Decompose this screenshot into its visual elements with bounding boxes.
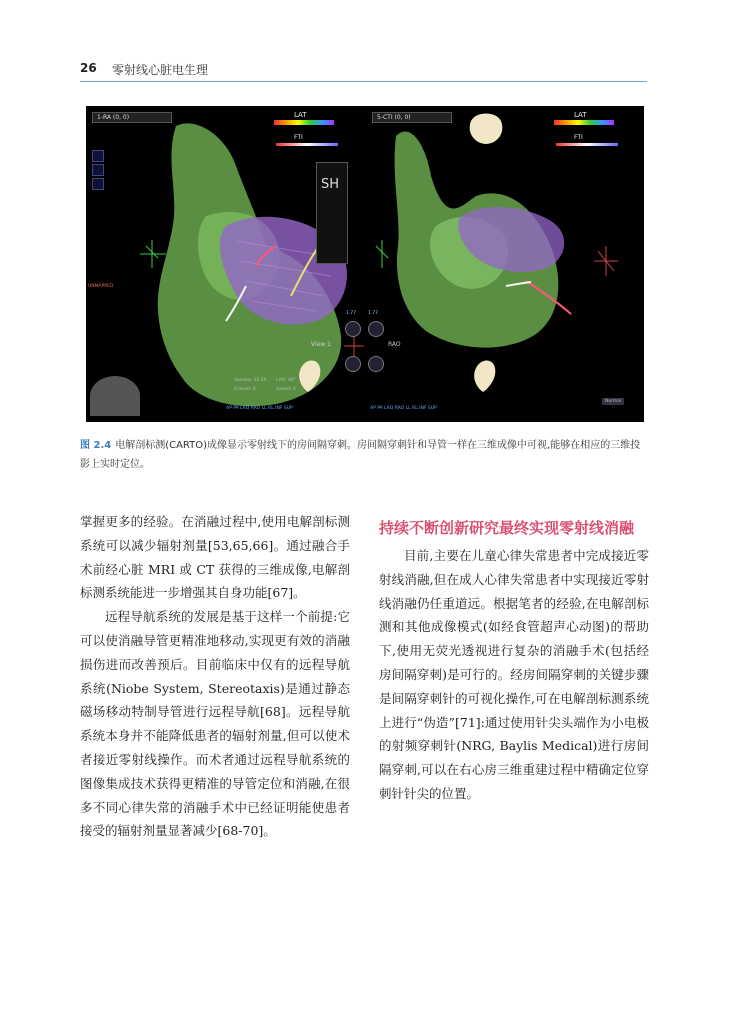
- figure-right-panel: [366, 106, 644, 422]
- cranial-text: Cranial: 0: [234, 387, 256, 392]
- zoom-dial: [368, 356, 384, 372]
- page-number: 26: [80, 61, 97, 75]
- carto-figure: [86, 106, 644, 422]
- fti-colorbar: [556, 143, 618, 146]
- page-header: [80, 55, 647, 82]
- lao-text: LAO: 48°: [276, 378, 296, 383]
- left-column: [80, 510, 350, 843]
- fti-colorbar: [276, 143, 338, 146]
- left-3d-map: [86, 106, 364, 422]
- paragraph: 远程导航系统的发展是基于这样一个前提:它可以使消融导管更精准地移动,实现更有效的消融损伤进而改善预后。目前临床中仅有的远程导航系统(Niobe System, Stereotaxis)是通过静态磁场移动特制导管进行远程导航[68]。远程导航系统本身并不能降低患者的辐射剂量,但可以使术者接近零射线操作。而术者通过远程导航系统的图像集成技术获得更精准的导管定位和消融,在很多不同心律失常的消融手术中已经证明能使患者接受的辐射剂量显著减少[68-70]。: [80, 609, 350, 839]
- fti-label: FTI: [574, 134, 583, 141]
- saved-text: Saved: 0: [276, 387, 296, 392]
- zoom-dial: [345, 356, 361, 372]
- volume-text: Volume: 30.26: [234, 378, 267, 383]
- zoom-value: 1.77: [346, 311, 357, 316]
- section-heading: 持续不断创新研究最终实现零射线消融: [379, 519, 635, 537]
- tool-icon: [92, 164, 104, 176]
- paragraph: 目前,主要在儿童心律失常患者中完成接近零射线消融,但在成人心律失常患者中实现接近零射线消融仍任重道远。根据笔者的经验,在电解剖标测和其他成像模式(如经食管超声心动图)的帮助下,使用无荧光透视进行复杂的消融手术(包括经房间隔穿刺)是可行的。经房间隔穿刺的关键步骤是间隔穿刺针的可视化操作,可在电解剖标测系统上进行“伪造”[71]:通过使用针尖头端作为小电极的射频穿刺针(NRG, Baylis Medical)进行房间隔穿刺,可以在右心房三维重建过程中精确定位穿刺针针尖的位置。: [379, 548, 649, 801]
- navigation-dial: [90, 376, 140, 416]
- figure-caption: [80, 436, 648, 474]
- lat-label: LAT: [574, 111, 587, 119]
- view-label: RAO: [388, 341, 401, 348]
- figure-left-panel: [86, 106, 364, 422]
- right-3d-map: [366, 106, 644, 422]
- right-panel-label: 5-CTI (0, 0): [372, 112, 452, 123]
- figure-number: 图 2.4: [80, 440, 112, 451]
- unmapped-label: UNMAPPED: [88, 284, 114, 289]
- sh-label: SH: [321, 177, 340, 192]
- normal-button: Normal: [602, 398, 624, 405]
- zoom-dial: [368, 321, 384, 337]
- caption-text: 电解剖标测(CARTO)成像显示零射线下的房间隔穿刺。房间隔穿刺针和导管一样在三维成像中可视,能够在相应的三维投影上实时定位。: [80, 440, 641, 470]
- zoom-value: 1.77: [368, 311, 379, 316]
- lat-label: LAT: [294, 111, 307, 119]
- view-buttons-bar: AP PA LAO RAO LL RL INF SUP: [370, 406, 437, 411]
- running-title: 零射线心脏电生理: [112, 63, 209, 77]
- sh-panel: [316, 162, 348, 264]
- lat-colorbar: [554, 120, 614, 125]
- fti-label: FTI: [294, 134, 303, 141]
- view-buttons-bar: AP PA LAO RAO LL RL INF SUP: [226, 406, 293, 411]
- zoom-dial: [345, 321, 361, 337]
- lat-colorbar: [274, 120, 334, 125]
- left-panel-label: 1-RA (0, 0): [92, 112, 172, 123]
- tool-icon: [92, 150, 104, 162]
- paragraph: 掌握更多的经验。在消融过程中,使用电解剖标测系统可以减少辐射剂量[53,65,66]。通过融合手术前经心脏 MRI 或 CT 获得的三维成像,电解剖标测系统能进一步增强其自身功能[67]。: [80, 514, 350, 601]
- view-label: View 1: [311, 341, 331, 348]
- right-column: [379, 516, 649, 806]
- tool-icon: [92, 178, 104, 190]
